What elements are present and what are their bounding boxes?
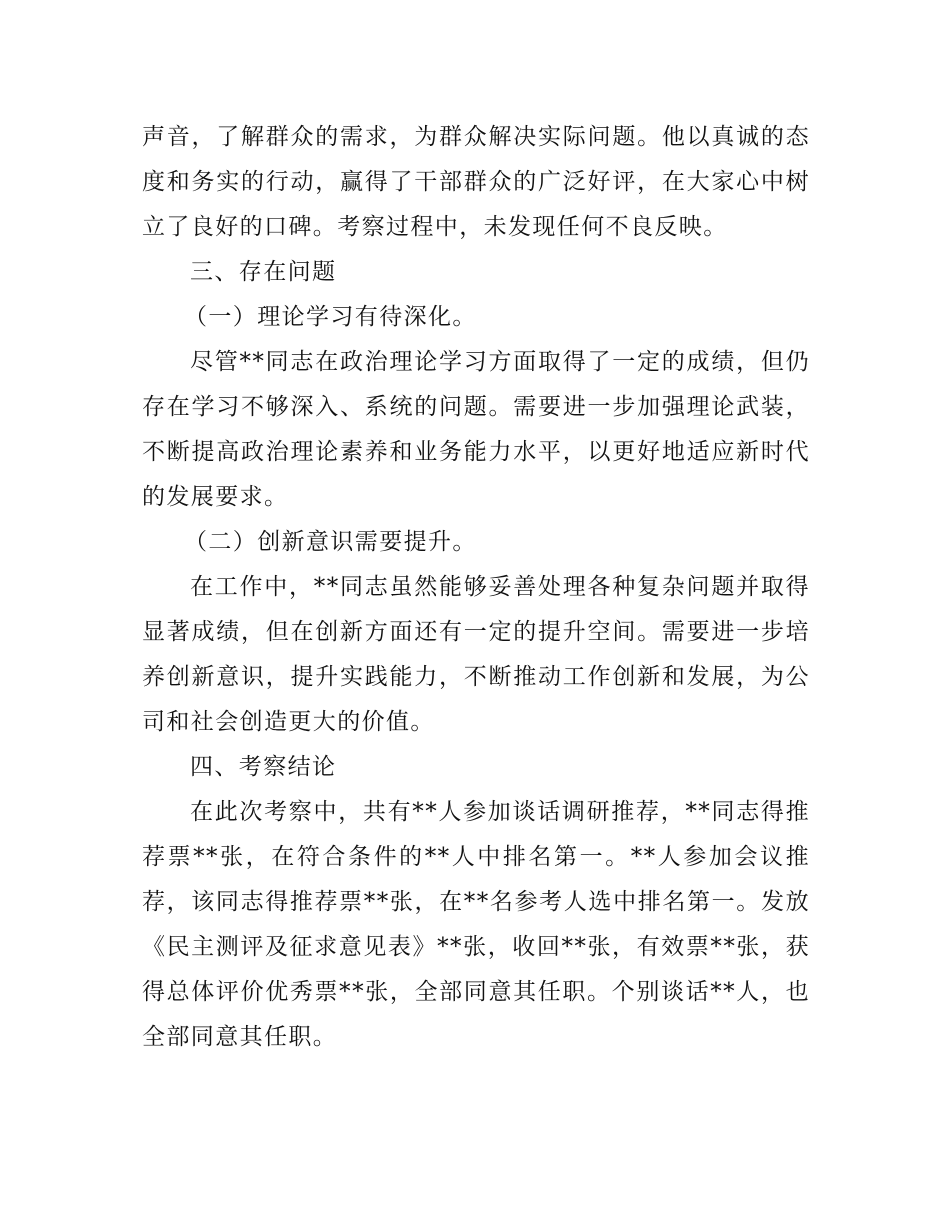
subsection-1-heading: （一）理论学习有待深化。 <box>184 304 477 330</box>
subsection-1-paragraph: 尽管**同志在政治理论学习方面取得了一定的成绩，但仍存在学习不够深入、系统的问题。需要进一步加强理论武装，不断提高政治理论素养和业务能力水平，以更好地适应新时代的发展要求。 <box>142 349 810 510</box>
document-body <box>142 115 810 1060</box>
subsection-2-paragraph: 在工作中，**同志虽然能够妥善处理各种复杂问题并取得显著成绩，但在创新方面还有一定的提升空间。需要进一步培养创新意识，提升实践能力，不断推动工作创新和发展，为公司和社会创造更大的价值。 <box>142 574 810 735</box>
section-3-heading: 三、存在问题 <box>190 259 337 285</box>
paragraph-continuation: 声音，了解群众的需求，为群众解决实际问题。他以真诚的态度和务实的行动，赢得了干部群众的广泛好评，在大家心中树立了良好的口碑。考察过程中，未发现任何不良反映。 <box>142 124 810 240</box>
subsection-2-heading: （二）创新意识需要提升。 <box>184 529 477 555</box>
section-4-heading: 四、考察结论 <box>190 754 337 780</box>
section-4-paragraph: 在此次考察中，共有**人参加谈话调研推荐，**同志得推荐票**张，在符合条件的**人中排名第一。**人参加会议推荐，该同志得推荐票**张，在**名参考人选中排名第一。发放《民主测评及征求意见表》**张，收回**张，有效票**张，获得总体评价优秀票**张，全部同意其任职。个别谈话**人，也全部同意其任职。 <box>142 799 810 1050</box>
